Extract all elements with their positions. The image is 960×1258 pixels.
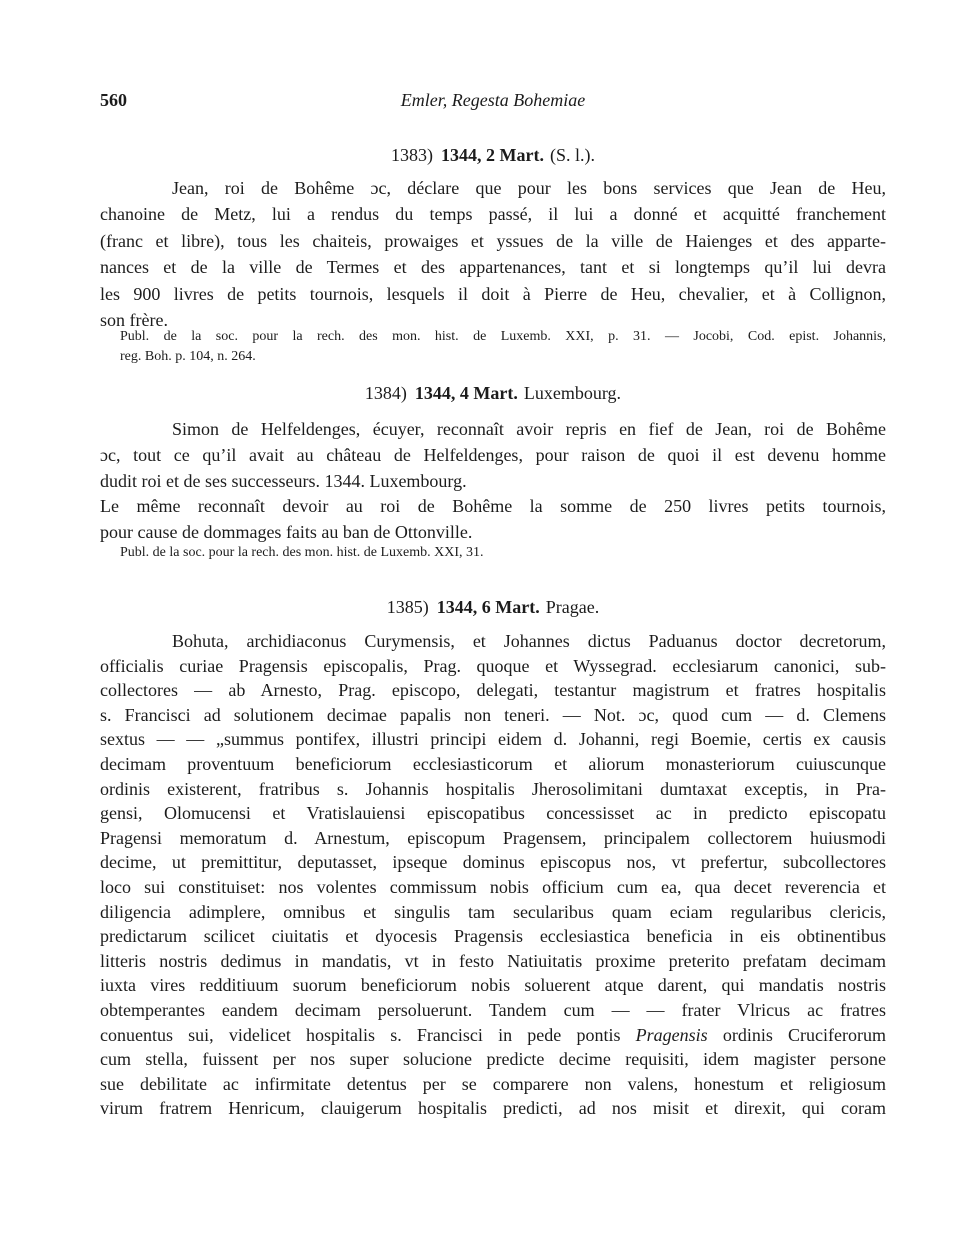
text-line: s. Francisci ad solutionem decimae papalis non teneri. — Not. ɔc, quod cum — d. Clemens: [100, 704, 886, 725]
entry-place: Luxembourg.: [523, 383, 622, 403]
text-line: son frère.: [100, 310, 168, 331]
text-line: gensi, Olomucensi et Vratislauiensi episcopatibus concessisset ac in predicto episcopatu: [100, 803, 886, 824]
text-line: Jean, roi de Bohême ɔc, déclare que pour les bons services que Jean de Heu,: [172, 178, 886, 198]
entry-date: 1344, 6 Mart.: [436, 597, 540, 617]
text-line: nances et de la ville de Termes et des appartenances, tant et si longtemps qu’il lui devra: [100, 257, 886, 278]
text-line: collectores — ab Arnesto, Prag. episcopo, delegati, testantur magistrum et fratres hospitalis: [100, 680, 886, 701]
entry-number: 1383): [391, 145, 433, 165]
text-line: (franc et libre), tous les chaiteis, prowaiges et yssues de la ville de Haienges et des apparte-: [100, 230, 886, 251]
text-line: les 900 livres de petits tournois, lesquels il doit à Pierre de Heu, chevalier, et à Collignon,: [100, 283, 886, 304]
text-line: predictarum scilicet ciuitatis et dyocesis Pragensis ecclesiastica beneficia in eis obtinentibus: [100, 926, 886, 947]
text-line: [100, 1023, 886, 1048]
text-line: ordinis existerent, fratribus s. Johannis hospitalis Jherosolimitani dumtaxat exceptis, in Pra-: [100, 778, 886, 799]
text-line: ɔc, tout ce qu’il avait au château de Helfeldenges, pour raison de quoi il est devenu homme: [100, 444, 886, 465]
page-number: 560: [100, 90, 127, 110]
text-line: cum stella, fuissent per nos super solucione predicte decime requisiti, idem magister persone: [100, 1049, 886, 1070]
entry-place: (S. l.).: [549, 145, 595, 165]
text-segment: conuentus sui, videlicet hospitalis s. Francisci in pede pontis: [100, 1024, 636, 1045]
text-line: sue debilitate ac infirmitate detentus per se comparere non valens, honestum et religiosum: [100, 1073, 886, 1094]
note-line: Publ. de la soc. pour la rech. des mon. hist. de Luxemb. XXI, 31.: [120, 545, 484, 560]
text-line: litteris nostris dedimus in mandatis, vt in festo Natiuitatis proxime preterito prefatam decimam: [100, 950, 886, 971]
entry-text-1385: [100, 629, 886, 1121]
text-line: diligencia adimplere, omnibus et singulis tam secularibus quam eciam regularibus clericis,: [100, 901, 886, 922]
text-line: decimam proventuum beneficiorum ecclesiasticorum et aliorum monasteriorum cuiuscunque: [100, 753, 886, 774]
entry-place: Pragae.: [545, 597, 600, 617]
entry-number: 1385): [386, 597, 429, 617]
entry-heading-1383: [100, 143, 886, 167]
text-line: decime, ut premittitur, deputasset, ipseque dominus episcopus nos, vt prefertur, subcollectores: [100, 852, 886, 873]
note-line: Publ. de la soc. pour la rech. des mon. hist. de Luxemb. XXI, p. 31. — Jocobi, Cod. epist. Johannis,: [120, 329, 886, 344]
text-line: obtemperantes eandem decimam persoluerunt. Tandem cum — — frater Vlricus ac fratres: [100, 999, 886, 1020]
text-segment: ordinis Cruciferorum: [707, 1024, 886, 1045]
text-line: pour cause de dommages faits au ban de Ottonville.: [100, 522, 473, 542]
entry-number: 1384): [364, 383, 407, 403]
text-line: Bohuta, archidiaconus Curymensis, et Johannes dictus Paduanus doctor decretorum,: [172, 631, 886, 651]
entry-date: 1344, 2 Mart.: [441, 145, 544, 165]
text-line: officialis curiae Pragensis episcopalis, Prag. quoque et Wyssegrad. ecclesiarum canonici, sub-: [100, 655, 886, 676]
running-title: Emler, Regesta Bohemiae: [400, 90, 586, 110]
text-line: Le même reconnaît devoir au roi de Bohême la somme de 250 livres petits tournois,: [100, 496, 886, 517]
text-line: Pragensi memoratum d. Arnestum, episcopum Pragensem, principalem collectorem huiusmodi: [100, 827, 886, 848]
entry-heading-1384: [100, 381, 886, 405]
text-line: chanoine de Metz, lui a rendus du temps passé, il lui a donné et acquitté franchement: [100, 204, 886, 225]
text-line: sextus — — „summus pontifex, illustri principi eidem d. Johanni, regi Boemie, certis ex causis: [100, 729, 886, 750]
text-line: dudit roi et de ses successeurs. 1344. Luxembourg.: [100, 470, 467, 491]
text-line: iuxta vires redditiuum suorum beneficiorum nobis soluerent atque darent, qui mandatis nostris: [100, 975, 886, 996]
entry-text-1384: [100, 417, 886, 546]
entry-date: 1344, 4 Mart.: [414, 383, 518, 403]
text-line: Simon de Helfeldenges, écuyer, reconnaît avoir repris en fief de Jean, roi de Bohême: [172, 419, 886, 439]
citation-note-1383: [120, 327, 886, 367]
entry-heading-1385: [100, 595, 886, 619]
text-line: loco sui constituiset: nos volentes commissum nobis officium cum ea, qua decet reverencia et: [100, 876, 886, 897]
entry-text-1383: [100, 175, 886, 333]
italic-place-name: Pragensis: [635, 1024, 708, 1045]
citation-note-1384: [120, 543, 886, 563]
running-head: [100, 88, 886, 112]
text-line: virum fratrem Henricum, clauigerum hospitalis predicti, ad nos misit et direxit, qui coram: [100, 1098, 886, 1119]
note-line: reg. Boh. p. 104, n. 264.: [120, 349, 256, 364]
